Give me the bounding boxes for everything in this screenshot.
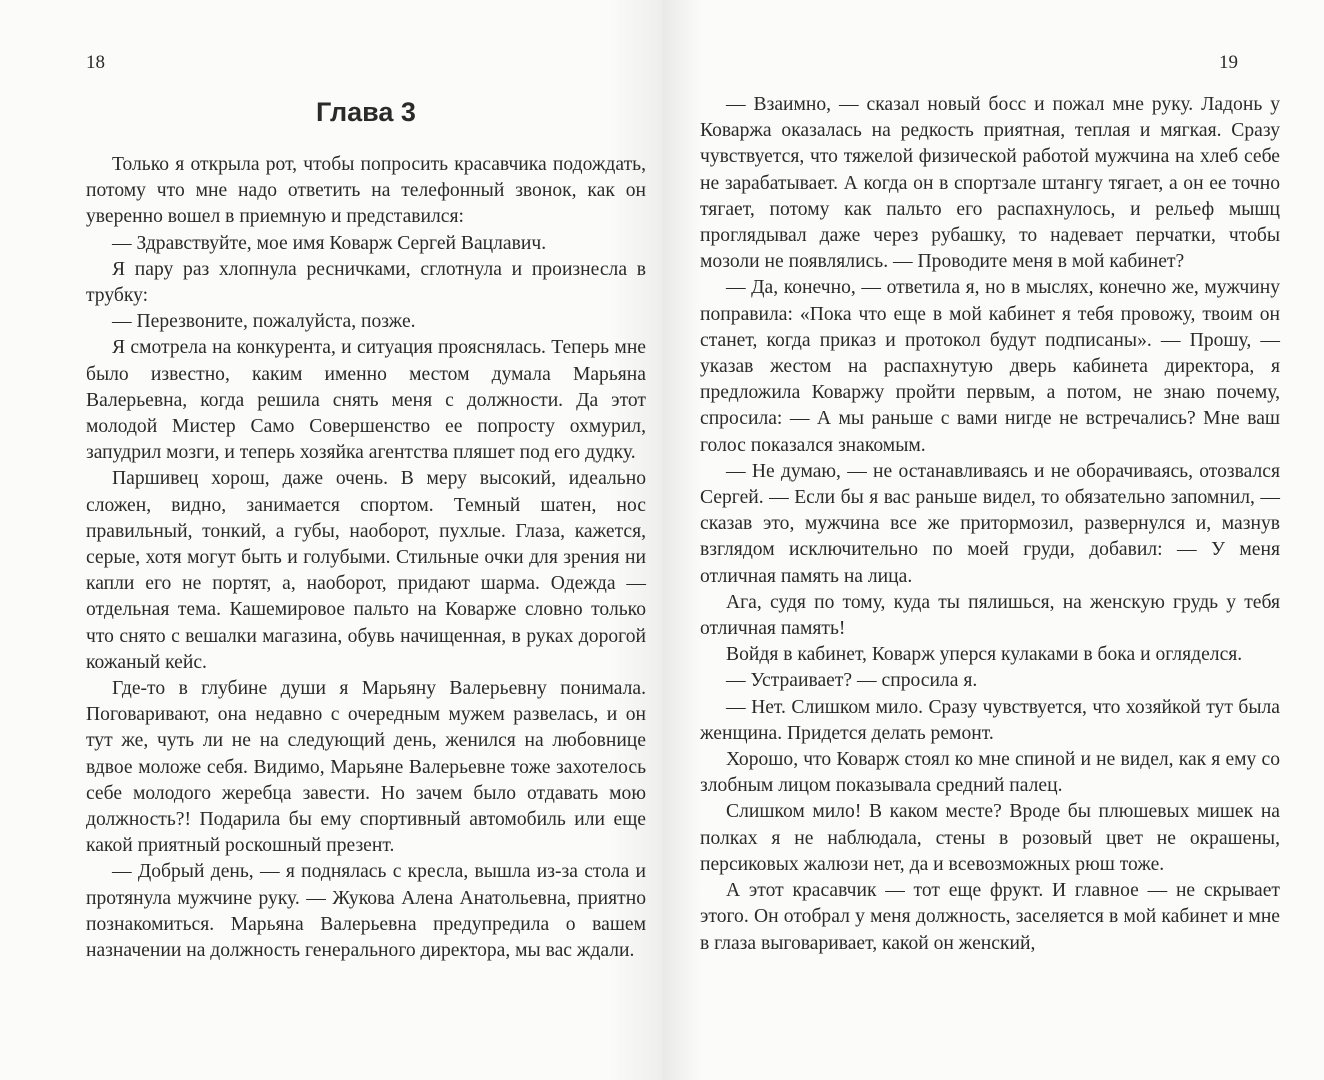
left-page-text (86, 152, 646, 964)
paragraph: — Да, конечно, — ответила я, но в мыслях, конечно же, мужчину поправила: «Пока что еще в мой кабинет я тебя провожу, твоим он станет, когда приказ и протокол будут подписаны». — Прошу, — указав жестом на распахнутую дверь кабинета директора, я предложила Коваржу пройти первым, а потом, не знаю почему, спросила: — А мы раньше с вами нигде не встречались? Мне ваш голос показался знакомым. (700, 277, 1280, 456)
paragraph: Паршивец хорош, даже очень. В меру высокий, идеально сложен, видно, занимается спортом. Темный шатен, нос правильный, тонкий, а губы, наоборот, пухлые. Глаза, кажется, серые, хотя могут быть и голубыми. Стильные очки для зрения ни капли его не портят, а, наоборот, придают шарма. Одежда — отдельная тема. Кашемировое пальто на Коварже словно только что снято с вешалки магазина, обувь начищенная, в руках дорогой кожаный кейс. (86, 468, 646, 673)
paragraph: — Устраивает? — спросила я. (726, 670, 978, 692)
paragraph: Я смотрела на конкурента, и ситуация прояснялась. Теперь мне было известно, каким именно местом думала Марьяна Валерьевна, когда решила снять меня с должности. Да этот молодой Мистер Само Совершенство ее попросту охмурил, запудрил мозги, и теперь хозяйка агентства пляшет под его дудку. (86, 337, 646, 464)
paragraph: Хорошо, что Коварж стоял ко мне спиной и не видел, как я ему со злобным лицом показывала средний палец. (700, 749, 1280, 797)
paragraph: — Здравствуйте, мое имя Коварж Сергей Вацлавич. (112, 232, 547, 254)
paragraph: — Нет. Слишком мило. Сразу чувствуется, что хозяйкой тут была женщина. Придется делать ремонт. (700, 696, 1280, 744)
paragraph: Я пару раз хлопнула ресничками, сглотнула и произнесла в трубку: (86, 258, 646, 307)
paragraph: — Добрый день, — я поднялась с кресла, вышла из-за стола и протянула мужчине руку. — Жукова Алена Анатольевна, приятно познакомиться. Марьяна Валерьевна предупредила о вашем назначении на должность генерального директора, мы вас ждали. (86, 861, 646, 962)
paragraph: Только я открыла рот, чтобы попросить красавчика подождать, потому что мне надо ответить на телефонный звонок, как он уверенно вошел в приемную и представился: (86, 154, 646, 228)
right-page-text (700, 92, 1280, 957)
paragraph: — Перезвоните, пожалуйста, позже. (112, 311, 416, 333)
page-number-right: 19 (1219, 52, 1238, 73)
paragraph: — Взаимно, — сказал новый босс и пожал мне руку. Ладонь у Коваржа оказалась на редкость приятная, теплая и мягкая. Сразу чувствуется, что тяжелой физической работой мужчина на хлеб себе не зарабатывает. А когда он в спортзале штангу тягает, а он ее точно тягает, потому как пальто его распахнулось, и рельеф мышц проглядывал даже через рубашку, то надевает перчатки, чтобы мозоли не появлялись. — Проводите меня в мой кабинет? (700, 94, 1280, 273)
right-page (662, 0, 1324, 1080)
paragraph: — Не думаю, — не останавливаясь и не оборачиваясь, отозвался Сергей. — Если бы я вас раньше видел, то обязательно запомнил, — сказав это, мужчина все же притормозил, развернулся и, мазнув взглядом исключительно по моей груди, добавил: — У меня отличная память на лица. (700, 460, 1280, 587)
paragraph: Войдя в кабинет, Коварж уперся кулаками в бока и огляделся. (726, 644, 1243, 666)
chapter-title: Глава 3 (316, 97, 416, 127)
page-number-left: 18 (86, 52, 105, 73)
paragraph: А этот красавчик — тот еще фрукт. И главное — не скрывает этого. Он отобрал у меня должность, заселяется в мой кабинет и мне в глаза выговаривает, какой он женский, (700, 880, 1280, 954)
paragraph: Ага, судя по тому, куда ты пялишься, на женскую грудь у тебя отличная память! (700, 591, 1280, 640)
paragraph: Слишком мило! В каком месте? Вроде бы плюшевых мишек на полках я не наблюдала, стены в розовый цвет не окрашены, персиковых жалюзи нет, да и всевозможных рюш тоже. (700, 801, 1280, 875)
paragraph: Где-то в глубине души я Марьяну Валерьевну понимала. Поговаривают, она недавно с очередным мужем развелась, и он тут же, чуть ли не на следующий день, женился на любовнице вдвое моложе себя. Видимо, Марьяне Валерьевне тоже захотелось себе молодого жеребца завести. Но зачем было отдавать мою должность?! Подарила бы ему спортивный автомобиль или еще какой приятный роскошный презент. (86, 678, 646, 857)
